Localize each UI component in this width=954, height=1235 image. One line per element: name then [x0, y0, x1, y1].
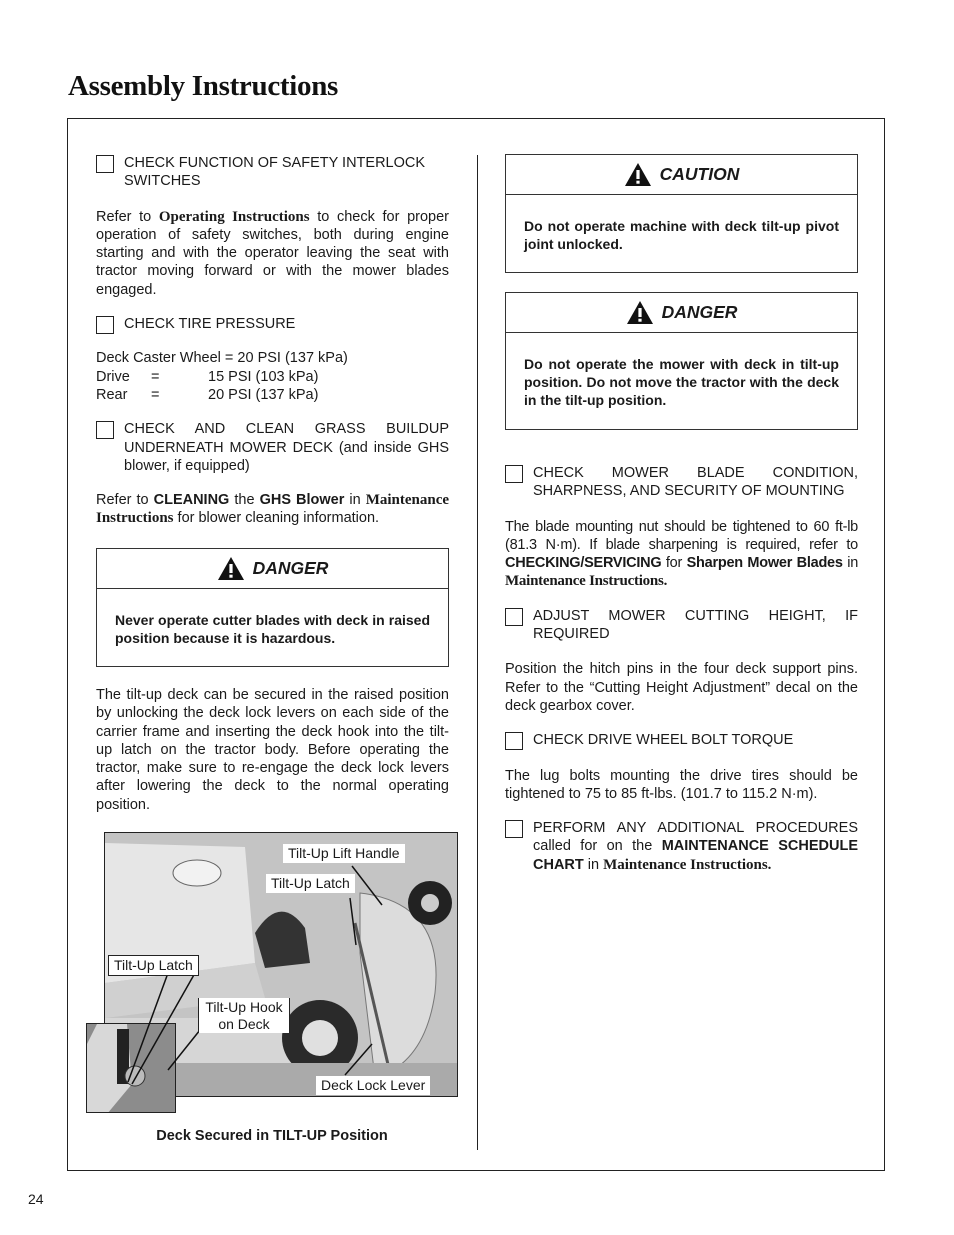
text-run: in — [344, 492, 366, 509]
text-strong: CLEANING — [153, 492, 230, 509]
caution-header — [506, 155, 857, 195]
blade-text — [505, 518, 858, 591]
danger-text: Never operate cutter blades with deck in raised position because it is hazardous. — [115, 612, 430, 646]
warning-triangle-icon — [626, 300, 654, 325]
text-strong: MAINTENANCE SCHEDULE CHART — [533, 838, 858, 873]
text-strong: GHS Blower — [259, 492, 345, 509]
danger-text: Do not operate the mower with deck in tilt-up position. Do not move the tractor with the deck in the tilt-up position. — [524, 356, 839, 408]
checkbox[interactable] — [505, 732, 523, 750]
tire-value: 20 PSI (137 kPa) — [208, 386, 319, 403]
leader-line — [350, 898, 356, 945]
checkbox[interactable] — [505, 820, 523, 838]
tire-eq: = — [151, 386, 160, 403]
leader-line — [132, 973, 195, 1084]
torque-text: The lug bolts mounting the drive tires should be tightened to 75 to 85 ft-lbs. (101.7 to 115.2 N·m). — [505, 767, 858, 802]
warning-triangle-icon — [624, 162, 652, 187]
tire-caster: Deck Caster Wheel = 20 PSI (137 kPa) — [96, 350, 348, 367]
text-run: (and inside GHS blower, if equipped) — [124, 439, 449, 474]
tire-eq: = — [151, 368, 160, 385]
checklist-blade — [505, 464, 858, 501]
text-ref: Maintenance Instructions — [96, 492, 450, 527]
checklist-torque — [505, 731, 858, 749]
right-column — [505, 464, 858, 874]
page-title: Assembly Instructions — [68, 70, 339, 102]
text-run: to check for proper operation of safety switches, both during engine starting and with the operator leaving the seat with tractor moving forward or with the mower blades engaged. — [96, 208, 449, 298]
checklist-height — [505, 607, 858, 644]
height-text: Position the hitch pins in the four deck support pins. Refer to the “Cutting Height Adjustment” decal on the deck gearbox cover. — [505, 661, 858, 714]
text-strong: CHECKING/SERVICING — [505, 555, 662, 572]
additional-text — [533, 819, 858, 874]
danger-box-tiltup — [505, 292, 858, 430]
tire-heading: CHECK TIRE PRESSURE — [124, 316, 296, 333]
text-ref: Maintenance Instructions. — [603, 856, 772, 873]
leader-line — [128, 973, 168, 1082]
tire-label: Rear — [96, 386, 128, 403]
height-heading: ADJUST MOWER CUTTING HEIGHT, IF REQUIRED — [533, 607, 858, 643]
checklist-additional — [505, 819, 858, 874]
danger-header — [506, 293, 857, 333]
text-run: PERFORM ANY ADDITIONAL PROCEDURES called for on the — [533, 820, 858, 855]
interlock-heading: CHECK FUNCTION OF SAFETY INTERLOCK SWITCHES — [124, 155, 426, 190]
torque-heading: CHECK DRIVE WHEEL BOLT TORQUE — [533, 732, 794, 749]
text-run: for — [661, 555, 687, 572]
text-run: for blower cleaning information. — [173, 510, 380, 527]
leader-line — [168, 1030, 200, 1070]
leader-line — [345, 1044, 372, 1075]
text-run: Refer to — [96, 208, 159, 225]
text-strong: Sharpen Mower Blades — [686, 555, 843, 572]
tire-value: 15 PSI (103 kPa) — [208, 368, 319, 385]
text-run: Refer to — [96, 492, 154, 509]
callout-hook: Tilt-Up Hook on Deck — [198, 998, 290, 1033]
callout-latch-left: Tilt-Up Latch — [108, 955, 199, 976]
callout-latch-top: Tilt-Up Latch — [266, 874, 355, 893]
danger-label: DANGER — [661, 302, 738, 322]
text-run: The blade mounting nut should be tightened to 60 ft-lb (81.3 N·m). If blade sharpening is required, refer to — [505, 518, 858, 553]
blade-heading: CHECK MOWER BLADE CONDITION, SHARPNESS, AND SECURITY OF MOUNTING — [533, 465, 858, 500]
checkbox[interactable] — [505, 608, 523, 626]
text-run: CHECK AND CLEAN GRASS BUILDUP UNDERNEATH MOWER DECK — [124, 421, 449, 456]
caution-text: Do not operate machine with deck tilt-up pivot joint unlocked. — [524, 218, 839, 252]
text-run: in — [842, 555, 859, 572]
text-ref: Operating Instructions — [158, 208, 310, 225]
tire-label: Drive — [96, 368, 130, 385]
callout-lock-lever: Deck Lock Lever — [316, 1076, 430, 1095]
page-number: 24 — [28, 1191, 44, 1207]
text-ref: Maintenance Instructions. — [505, 573, 668, 590]
checkbox[interactable] — [505, 465, 523, 483]
figure-caption: Deck Secured in TILT-UP Position — [156, 1128, 388, 1144]
caution-box — [505, 154, 858, 273]
danger-label: DANGER — [252, 558, 329, 578]
text-run: the — [229, 492, 260, 509]
caution-label: CAUTION — [659, 164, 740, 184]
callout-lift-handle: Tilt-Up Lift Handle — [283, 844, 405, 863]
text-run: in — [583, 856, 604, 873]
tiltup-paragraph: The tilt-up deck can be secured in the raised position by unlocking the deck lock levers on each side of the carrier frame and inserting the deck hook into the tilt-up latch on the tractor body. Before operating the tractor, make sure to re-engage the deck lock levers after lowering the deck to the normal operating position. — [96, 687, 449, 813]
leader-line — [352, 866, 382, 905]
